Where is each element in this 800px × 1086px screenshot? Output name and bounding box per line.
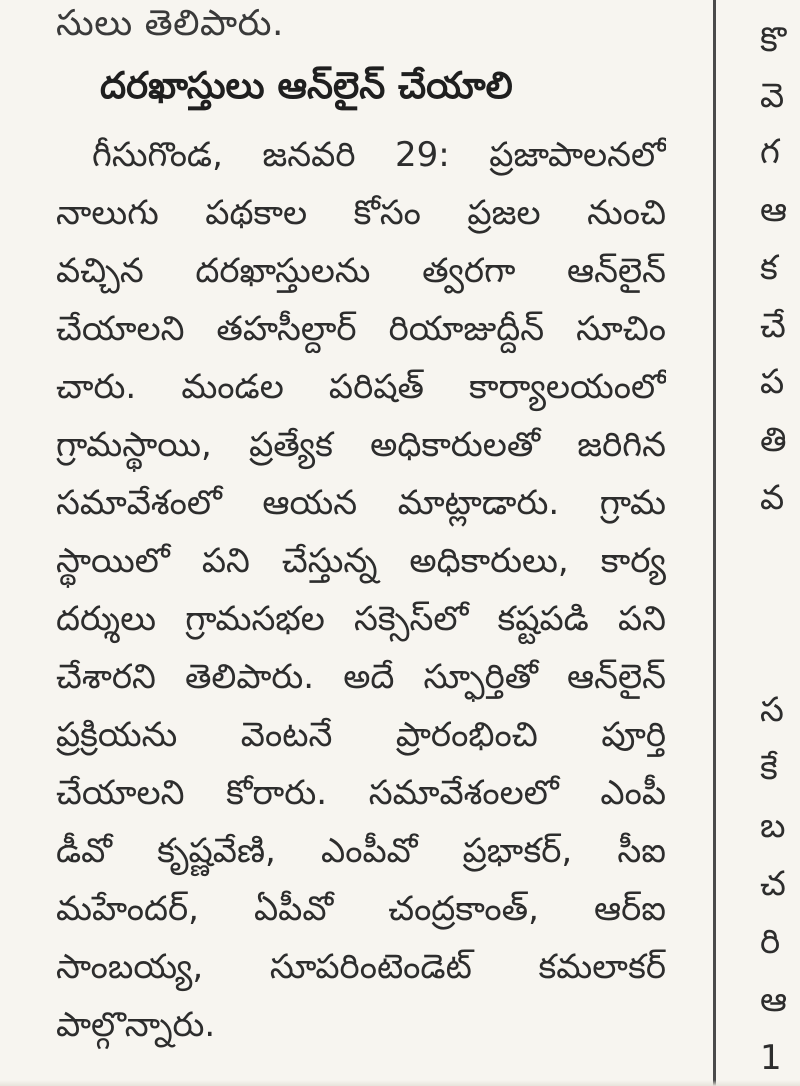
article-body: [56, 126, 666, 1054]
body-line: సమావేశంలో ఆయన మాట్లాడారు. గ్రామ: [56, 483, 666, 523]
adjacent-column-fragment: ఆ: [760, 980, 788, 1020]
article-headline: దరఖాస్తులు ఆన్‌లైన్ చేయాలి: [100, 64, 513, 107]
adjacent-column-fragment: తి: [760, 420, 787, 460]
page-bottom-shade: [0, 1080, 800, 1086]
column-divider: [713, 0, 716, 1086]
adjacent-column-fragment: కొ: [760, 20, 787, 60]
adjacent-column-fragment: వ: [760, 478, 785, 518]
body-line: డీవో కృష్ణవేణి, ఎంపీవో ప్రభాకర్, సీఐ: [56, 831, 666, 871]
adjacent-column-fragment: కే: [760, 748, 778, 788]
body-line: చేశారని తెలిపారు. అదే స్ఫూర్తితో ఆన్‌లైన్: [56, 657, 666, 697]
body-line: చేయాలని తహసీల్దార్ రియాజుద్దీన్ సూచిం: [56, 309, 666, 349]
adjacent-column-fragment: స: [760, 690, 784, 730]
body-line: వచ్చిన దరఖాస్తులను త్వరగా ఆన్‌లైన్: [56, 251, 666, 291]
adjacent-column-fragment: గ: [760, 132, 780, 172]
body-line: దర్శులు గ్రామసభల సక్సెస్‌లో కష్టపడి పని: [56, 599, 666, 639]
adjacent-column-fragment: ప: [760, 362, 785, 402]
adjacent-column-fragment: రి: [760, 922, 781, 962]
body-line: స్థాయిలో పని చేస్తున్న అధికారులు, కార్య: [56, 541, 666, 581]
body-line: మహేందర్, ఏపీవో చంద్రకాంత్, ఆర్ఐ: [56, 889, 666, 929]
adjacent-column-fragment: వె: [760, 76, 785, 116]
adjacent-column-fragment: చ: [760, 864, 786, 904]
body-line: గీసుగొండ, జనవరి 29: ప్రజాపాలనలో: [92, 135, 666, 175]
adjacent-column-clipped: [760, 0, 800, 1086]
body-line: ప్రక్రియను వెంటనే ప్రారంభించి పూర్తి: [56, 715, 666, 755]
previous-article-tail: సులు తెలిపారు.: [56, 3, 284, 44]
body-line: నాలుగు పథకాల కోసం ప్రజల నుంచి: [56, 193, 666, 233]
body-line: చారు. మండల పరిషత్ కార్యాలయంలో: [56, 367, 666, 407]
adjacent-column-fragment: 1: [760, 1038, 782, 1078]
body-line: గ్రామస్థాయి, ప్రత్యేక అధికారులతో జరిగిన: [56, 425, 666, 465]
adjacent-column-fragment: చే: [760, 306, 786, 346]
adjacent-column-fragment: క: [760, 248, 778, 288]
adjacent-column-fragment: ఆ: [760, 190, 788, 230]
adjacent-column-fragment: బ: [760, 806, 786, 846]
body-line: చేయాలని కోరారు. సమావేశంలలో ఎంపీ: [56, 773, 666, 813]
body-line: సాంబయ్య, సూపరింటెండెట్ కమలాకర్: [56, 947, 666, 987]
body-line: పాల్గొన్నారు.: [56, 1005, 216, 1045]
